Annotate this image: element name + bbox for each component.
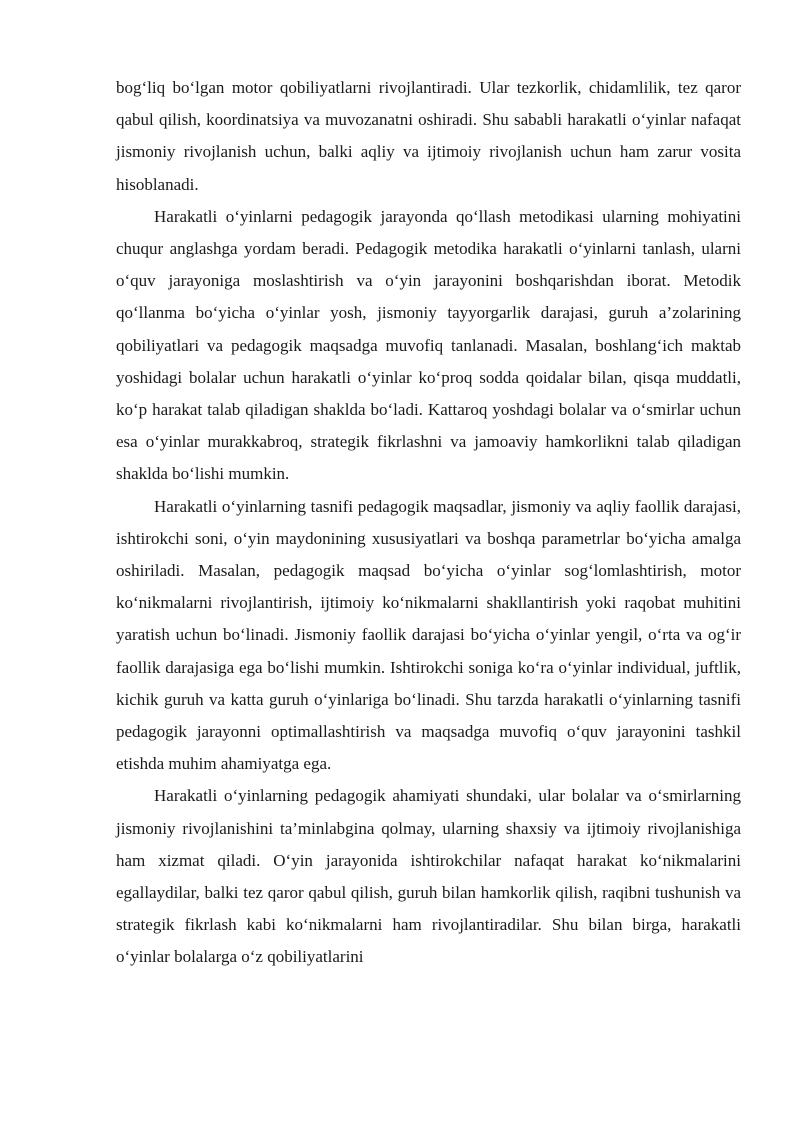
paragraph-3: Harakatli o‘yinlarning tasnifi pedagogik maqsadlar, jismoniy va aqliy faollik darajasi, ishtirokchi soni, o‘yin maydonining xususiyatlari va boshqa parametrlar bo‘yicha amalga oshiriladi. Masalan, pedagogik maqsad bo‘yicha o‘yinlar sog‘lomlashtirish, motor ko‘nikmalarni rivojlantirish, ijtimoiy ko‘nikmalarni shakllantirish yoki raqobat muhitini yaratish uchun bo‘linadi. Jismoniy faollik darajasi bo‘yicha o‘yinlar yengil, o‘rta va og‘ir faollik darajasiga ega bo‘lishi mumkin. Ishtirokchi soniga ko‘ra o‘yinlar individual, juftlik, kichik guruh va katta guruh o‘yinlariga bo‘linadi. Shu tarzda harakatli o‘yinlarning tasnifi pedagogik jarayonni optimallashtirish va maqsadga muvofiq o‘quv jarayonini tashkil etishda muhim ahamiyatga ega. xyxy=(116,496,741,774)
document-page xyxy=(116,72,741,974)
paragraph-2: Harakatli o‘yinlarni pedagogik jarayonda qo‘llash metodikasi ularning mohiyatini chuqur anglashga yordam beradi. Pedagogik metodika harakatli o‘yinlarni tanlash, ularni o‘quv jarayoniga moslashtirish va o‘yin jarayonini boshqarishdan iborat. Metodik qo‘llanma bo‘yicha o‘yinlar yosh, jismoniy tayyorgarlik darajasi, guruh a’zolarining qobiliyatlari va pedagogik maqsadga muvofiq tanlanadi. Masalan, boshlang‘ich maktab yoshidagi bolalar uchun harakatli o‘yinlar ko‘proq sodda qoidalar bilan, qisqa muddatli, ko‘p harakat talab qiladigan shaklda bo‘ladi. Kattaroq yoshdagi bolalar va o‘smirlar uchun esa o‘yinlar murakkabroq, strategik fikrlashni va jamoaviy hamkorlikni talab qiladigan shaklda bo‘lishi mumkin. xyxy=(116,206,741,484)
paragraph-4: Harakatli o‘yinlarning pedagogik ahamiyati shundaki, ular bolalar va o‘smirlarning jismoniy rivojlanishini ta’minlabgina qolmay, ularning shaxsiy va ijtimoiy rivojlanishiga ham xizmat qiladi. O‘yin jarayonida ishtirokchilar nafaqat harakat ko‘nikmalarini egallaydilar, balki tez qaror qabul qilish, guruh bilan hamkorlik qilish, raqibni tushunish va strategik fikrlash kabi ko‘nikmalarni ham rivojlantiradilar. Shu bilan birga, harakatli o‘yinlar bolalarga o‘z qobiliyatlarini xyxy=(116,786,741,967)
paragraph-1: bog‘liq bo‘lgan motor qobiliyatlarni rivojlantiradi. Ular tezkorlik, chidamlilik, tez qaror qabul qilish, koordinatsiya va muvozanatni oshiradi. Shu sababli harakatli o‘yinlar nafaqat jismoniy rivojlanish uchun, balki aqliy va ijtimoiy rivojlanish uchun ham zarur vosita hisoblanadi. xyxy=(116,78,741,194)
